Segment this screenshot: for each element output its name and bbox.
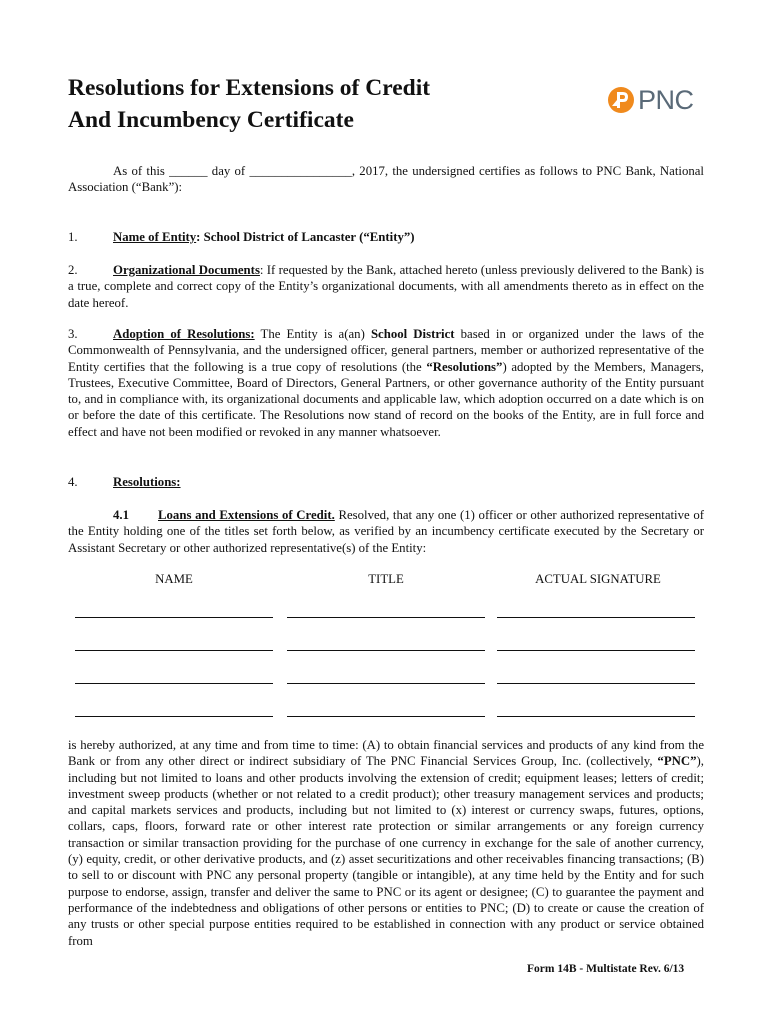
title-line[interactable] bbox=[287, 716, 485, 717]
section-4-1 bbox=[68, 507, 704, 556]
title-line[interactable] bbox=[287, 617, 485, 618]
title-line[interactable] bbox=[287, 650, 485, 651]
title-line[interactable] bbox=[287, 683, 485, 684]
section-label: Adoption of Resolutions: bbox=[113, 327, 255, 341]
document-title bbox=[68, 72, 430, 136]
subsection-label: Loans and Extensions of Credit. bbox=[158, 508, 335, 522]
entity-type: School District bbox=[370, 327, 455, 341]
pnc-mark-icon bbox=[606, 85, 636, 115]
intro-paragraph bbox=[68, 163, 704, 196]
section-text: : If requested by the Bank, attached hereto (unless previously delivered to the Bank) is a true, complete and correct copy of the Entity’s organizational documents, with all amendments thereto as in effect on the date hereof. bbox=[68, 263, 704, 310]
intro-text: As of this ______ day of ________________, 2017, the undersigned certifies as follows to PNC Bank, National Association (“Bank”): bbox=[68, 164, 704, 195]
section-2 bbox=[68, 262, 704, 311]
section-number: 2. bbox=[68, 263, 78, 277]
signature-line[interactable] bbox=[497, 617, 695, 618]
subsection-text: Resolved, that any one (1) officer or other authorized representative of the Entity holding one of the titles set forth below, as verified by an incumbency certificate executed by the Secretary or Assistant Secretary or other authorized representative(s) of the Entity: bbox=[68, 508, 704, 555]
signature-line[interactable] bbox=[497, 716, 695, 717]
signature-line[interactable] bbox=[497, 650, 695, 651]
authorization-text-b: ), including but not limited to loans and other products involving the extension of credit; equipment leases; letters of credit; investment sweep products (whether or not related to a credit product); other treasury management services and products; and capital markets services and products, including but not limited to (x) interest or currency swaps, futures, options, collars, caps, floors, forward rate or other interest rate protection or similar arrangements or any foreign currency transaction or similar transaction providing for the purchase of one currency in exchange for the sale of another currency, (y) equity, credit, or other derivative products, and (z) asset securitizations and other receivables financing transactions; (B) to sell to or discount with PNC any personal property (tangible or intangible), at any time held by the Entity and for such purpose to endorse, assign, transfer and deliver the same to PNC or its agent or designee; (C) to guarantee the payment and performance of the indebtedness and obligations of other persons or entities to PNC; (D) to create or cause the creation of any trusts or other special purpose entities required to be established in connection with any product or service obtained from bbox=[68, 754, 704, 948]
entity-name: : School District of Lancaster (“Entity”) bbox=[196, 230, 415, 244]
section-label: Organizational Documents bbox=[113, 263, 260, 277]
section-1 bbox=[68, 229, 704, 245]
section-number: 3. bbox=[68, 327, 78, 341]
name-column-header: NAME bbox=[155, 572, 193, 586]
authorization-text-a: is hereby authorized, at any time and from time to time: (A) to obtain financial services and products of any kind from the Bank or from any other direct or indirect subsidiary of The PNC Financial Services Group, Inc. (collectively, bbox=[68, 738, 704, 769]
signature-line[interactable] bbox=[497, 683, 695, 684]
authorization-paragraph bbox=[68, 737, 704, 949]
section-number: 1. bbox=[68, 230, 78, 244]
section-text-b: based in or organized under the laws of the Commonwealth of Pennsylvania, and the undersigned officer, general partners, member or authorized representative of the Entity certifies that the following is a true copy of resolutions (the bbox=[68, 327, 704, 374]
resolutions-term: “Resolutions” bbox=[426, 359, 503, 374]
name-line[interactable] bbox=[75, 617, 273, 618]
name-line[interactable] bbox=[75, 650, 273, 651]
pnc-term: “PNC” bbox=[657, 754, 697, 769]
name-line[interactable] bbox=[75, 716, 273, 717]
pnc-logo bbox=[606, 83, 706, 117]
title-line-2: And Incumbency Certificate bbox=[68, 107, 354, 133]
subsection-number: 4.1 bbox=[113, 508, 129, 522]
section-text-c: ) adopted by the Members, Managers, Trustees, Executive Committee, Board of Directors, General Partners, or other governance authority of the Entity pursuant to, and in compliance with, its organizational documents and applicable law, which adoption occurred on a date which is on or before the date of this certificate. The Resolutions now stand of record on the books of the Entity, are in full force and effect and have not been modified or revoked in any manner whatsoever. bbox=[68, 359, 704, 439]
section-text-a: The Entity is a(an) bbox=[254, 327, 371, 341]
title-line-1: Resolutions for Extensions of Credit bbox=[68, 75, 431, 101]
section-label: Resolutions: bbox=[113, 475, 181, 489]
section-number: 4. bbox=[68, 475, 78, 489]
section-3 bbox=[68, 326, 704, 440]
form-footer: Form 14B - Multistate Rev. 6/13 bbox=[527, 963, 685, 975]
title-column-header: TITLE bbox=[368, 572, 404, 586]
section-4 bbox=[68, 474, 704, 490]
logo-text: PNC bbox=[638, 84, 694, 115]
section-label: Name of Entity bbox=[113, 230, 197, 244]
signature-column-header: ACTUAL SIGNATURE bbox=[535, 572, 661, 586]
name-line[interactable] bbox=[75, 683, 273, 684]
